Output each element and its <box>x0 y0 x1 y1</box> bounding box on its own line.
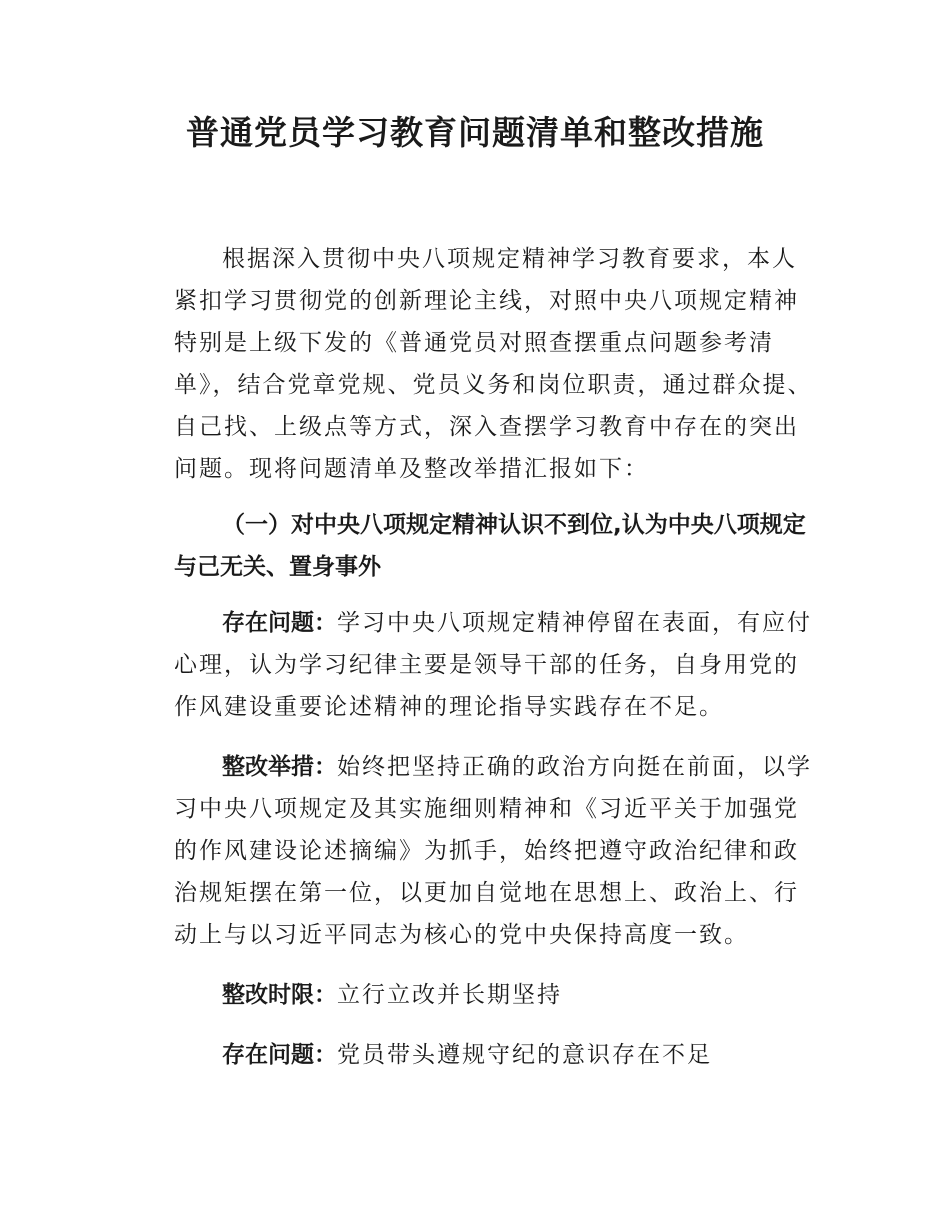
deadline-paragraph <box>174 974 814 1016</box>
problem-text-2: 党员带头遵规守纪的意识存在不足 <box>337 1042 712 1068</box>
problem-paragraph <box>174 602 814 728</box>
document-body <box>174 238 814 1076</box>
document-title: 普通党员学习教育问题清单和整改措施 <box>186 113 764 152</box>
deadline-text: 立行立改并长期坚持 <box>337 982 562 1008</box>
problem-label: 存在问题： <box>222 610 337 636</box>
problem-label-2: 存在问题： <box>222 1042 337 1068</box>
measure-text: 始终把坚持正确的政治方向挺在前面，以学习中央八项规定及其实施细则精神和《习近平关于加强党的作风建设论述摘编》为抓手，始终把遵守政治纪律和政治规矩摆在第一位，以更加自觉地在思想上、政治上、行动上与以习近平同志为核心的党中央保持高度一致。 <box>174 754 812 948</box>
problem-text: 学习中央八项规定精神停留在表面，有应付心理，认为学习纪律主要是领导干部的任务，自身用党的作风建设重要论述精神的理论指导实践存在不足。 <box>174 610 812 720</box>
measure-label: 整改举措： <box>222 754 337 780</box>
deadline-label: 整改时限： <box>222 982 337 1008</box>
intro-paragraph: 根据深入贯彻中央八项规定精神学习教育要求，本人紧扣学习贯彻党的创新理论主线，对照中央八项规定精神特别是上级下发的《普通党员对照查摆重点问题参考清单》，结合党章党规、党员义务和岗位职责，通过群众提、自己找、上级点等方式，深入查摆学习教育中存在的突出问题。现将问题清单及整改举措汇报如下： <box>174 246 813 482</box>
measure-paragraph <box>174 746 814 956</box>
problem-paragraph-2 <box>174 1034 814 1076</box>
section-heading: （一）对中央八项规定精神认识不到位,认为中央八项规定与己无关、置身事外 <box>174 512 806 580</box>
